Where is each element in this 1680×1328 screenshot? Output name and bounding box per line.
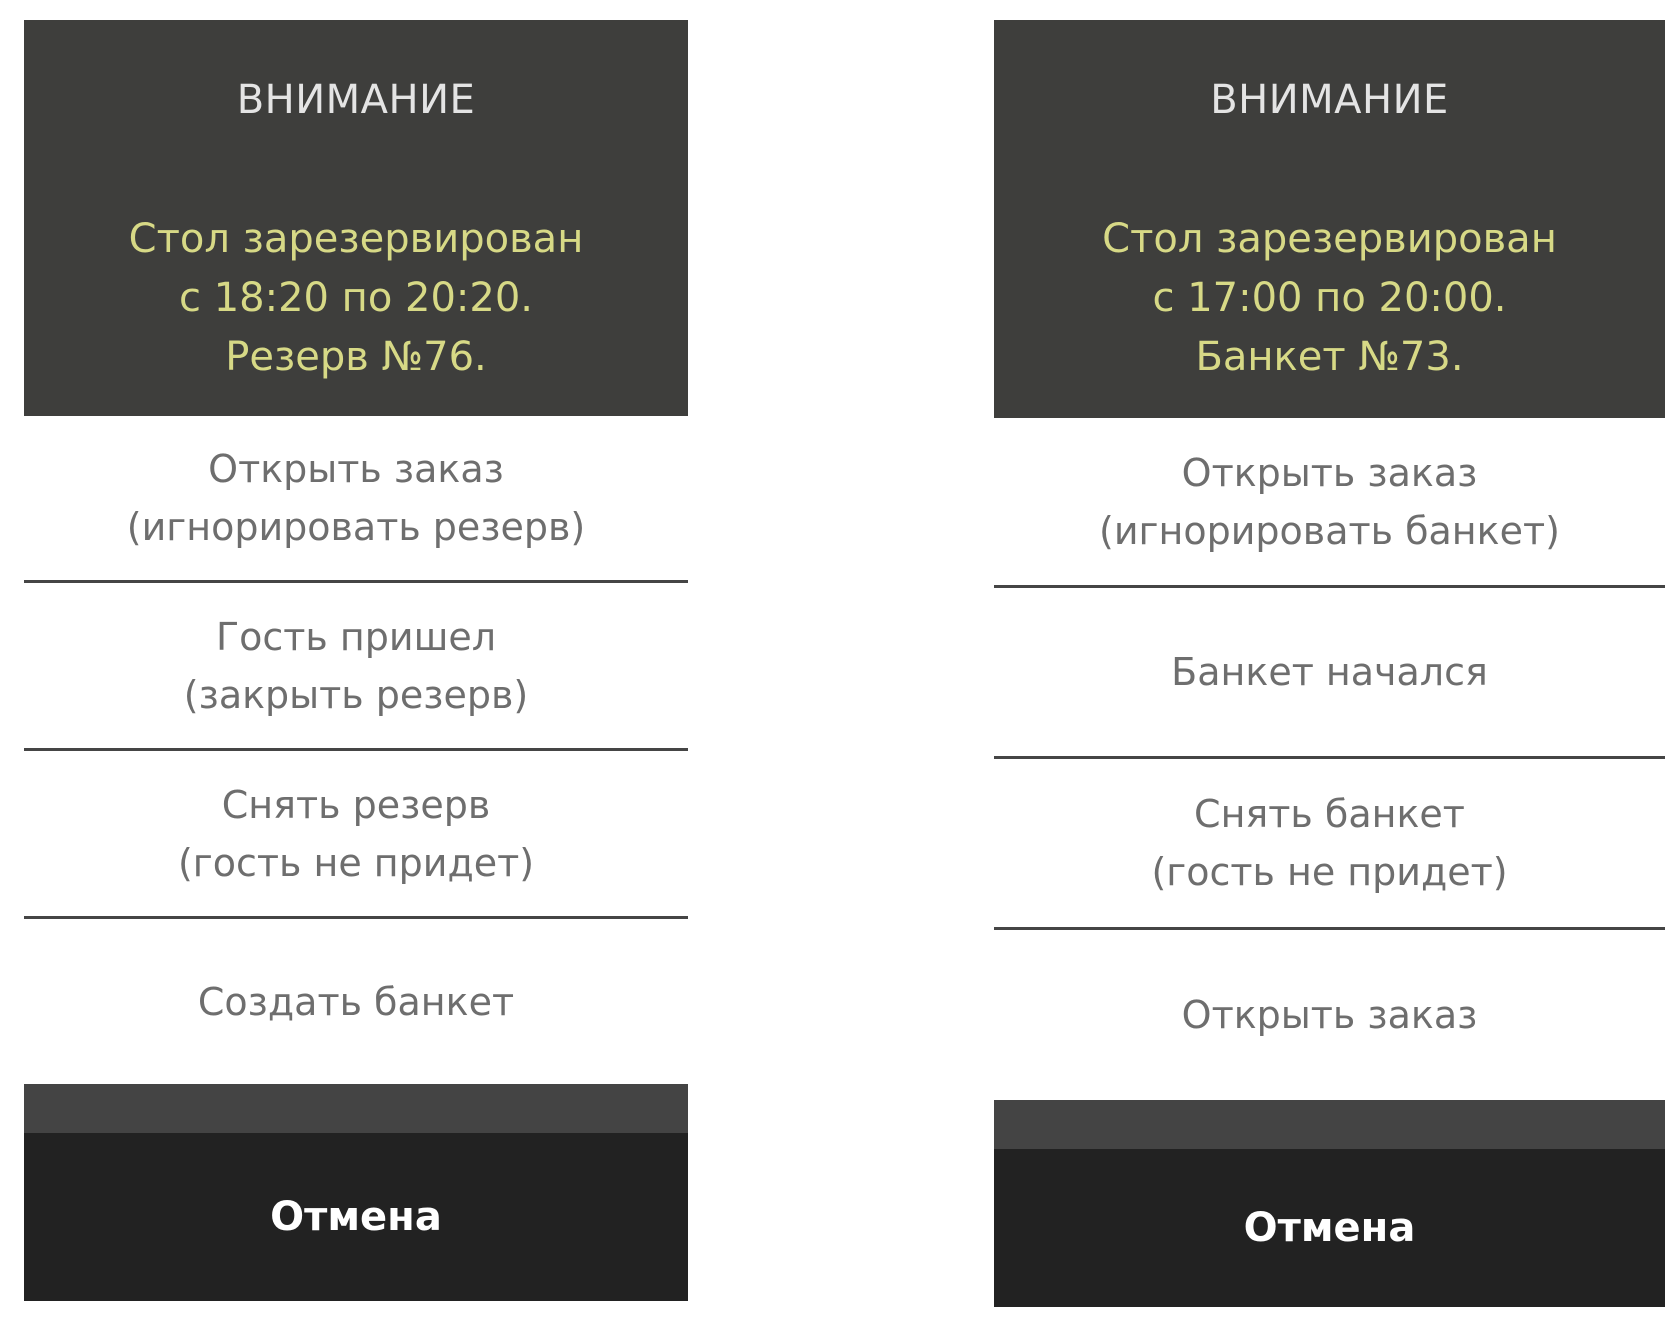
message-line: Стол зарезервирован xyxy=(128,216,584,262)
banquet-dialog xyxy=(994,20,1665,1307)
reservation-dialog xyxy=(24,20,688,1307)
guest-arrived-button[interactable] xyxy=(24,583,688,748)
option-label: Снять банкет xyxy=(1194,792,1465,836)
option-label: Открыть заказ xyxy=(1181,450,1478,495)
option-label: Создать банкет xyxy=(197,979,515,1024)
cancel-button[interactable]: Отмена xyxy=(24,1133,688,1301)
cancel-banquet-button[interactable] xyxy=(994,759,1665,927)
dialog-title: ВНИМАНИЕ xyxy=(236,77,476,123)
dialog-message xyxy=(24,210,688,387)
option-sublabel: (гость не придет) xyxy=(1151,850,1508,894)
option-sublabel: (игнорировать резерв) xyxy=(126,505,586,549)
footer-band xyxy=(24,1084,688,1133)
option-label: Банкет начался xyxy=(1171,650,1488,694)
banquet-started-button[interactable] xyxy=(994,588,1665,756)
footer-band xyxy=(994,1100,1665,1149)
option-sublabel: (закрыть резерв) xyxy=(183,672,529,717)
open-order-ignore-banquet-button[interactable] xyxy=(994,418,1665,585)
dialog-message xyxy=(994,210,1665,387)
cancel-reservation-button[interactable] xyxy=(24,751,688,916)
open-order-ignore-reservation-button[interactable] xyxy=(24,416,688,580)
create-banquet-button[interactable] xyxy=(24,919,688,1084)
dialog-header xyxy=(994,20,1665,418)
option-label: Снять резерв xyxy=(221,782,491,827)
option-label: Открыть заказ xyxy=(1181,993,1478,1037)
option-label: Гость пришел xyxy=(215,614,497,659)
dialog-options xyxy=(994,418,1665,1100)
open-order-button[interactable] xyxy=(994,930,1665,1100)
option-sublabel: (гость не придет) xyxy=(177,840,535,885)
dialog-title: ВНИМАНИЕ xyxy=(1210,77,1449,123)
message-line: с 18:20 по 20:20. xyxy=(178,275,534,321)
option-sublabel: (игнорировать банкет) xyxy=(1099,508,1560,553)
dialog-options xyxy=(24,416,688,1084)
message-line: с 17:00 по 20:00. xyxy=(1152,275,1507,321)
message-line: Резерв №76. xyxy=(225,334,487,380)
message-line: Банкет №73. xyxy=(1195,334,1464,380)
message-line: Стол зарезервирован xyxy=(1102,216,1557,262)
dialog-header xyxy=(24,20,688,416)
option-label: Открыть заказ xyxy=(208,447,504,491)
cancel-button[interactable]: Отмена xyxy=(994,1149,1665,1307)
